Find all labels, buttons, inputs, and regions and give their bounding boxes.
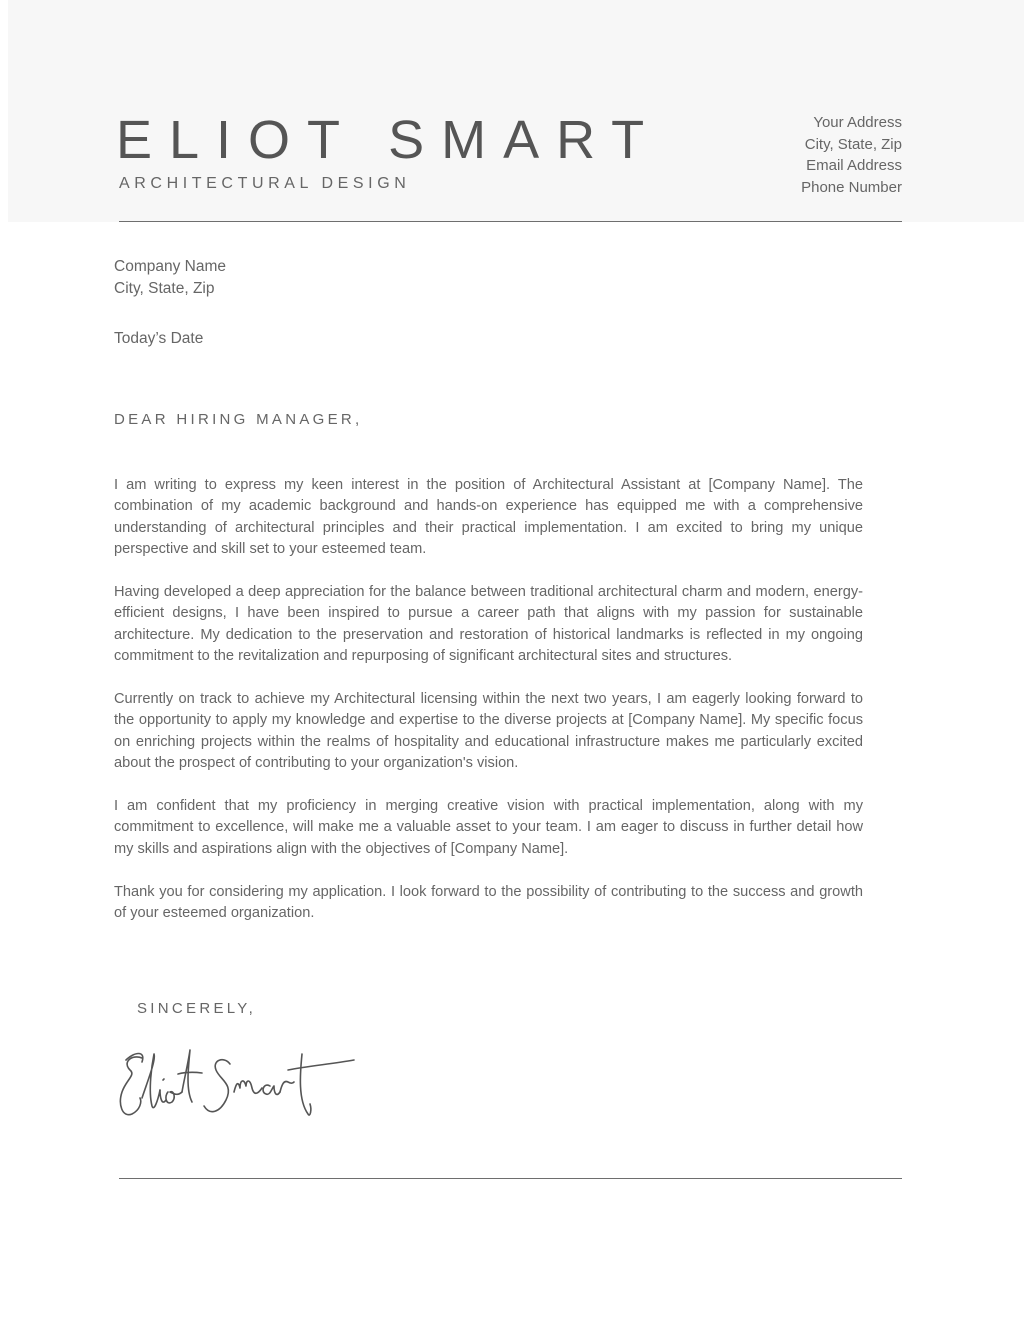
applicant-name: ELIOT SMART [116, 110, 662, 170]
closing: SINCERELY, [137, 1000, 257, 1017]
contact-address: Your Address [813, 114, 902, 131]
body-paragraph: Currently on track to achieve my Architectural licensing within the next two years, I am eagerly looking forward to the opportunity to apply my knowledge and expertise to the diverse projects at [Company Name]. My specific focus on enriching projects within the realms of hospitality and educational infrastructure makes me particularly excited about the prospect of contributing to your organization's vision. [114, 691, 863, 772]
salutation: DEAR HIRING MANAGER, [114, 411, 363, 428]
recipient-company: Company Name [114, 258, 226, 275]
contact-block [801, 112, 902, 198]
header-divider [119, 221, 902, 222]
recipient-city-state-zip: City, State, Zip [114, 280, 215, 297]
letter-body [114, 475, 863, 946]
recipient-block [114, 256, 226, 300]
footer-divider [119, 1178, 902, 1179]
contact-email: Email Address [806, 157, 902, 174]
applicant-title: ARCHITECTURAL DESIGN [119, 175, 411, 192]
letter-date: Today’s Date [114, 330, 204, 347]
contact-phone: Phone Number [801, 178, 902, 196]
body-paragraph: Having developed a deep appreciation for the balance between traditional architectural charm and modern, energy-efficient designs, I have been inspired to pursue a career path that aligns with my passion for sustainable architecture. My dedication to the preservation and restoration of historical landmarks is reflected in my ongoing commitment to the revitalization and repurposing of significant architectural sites and structures. [114, 584, 863, 665]
body-paragraph: Thank you for considering my application. I look forward to the possibility of contributing to the success and growth of your esteemed organization. [114, 883, 863, 922]
contact-city-state-zip: City, State, Zip [804, 135, 902, 153]
signature [112, 1040, 362, 1135]
body-paragraph: I am writing to express my keen interest in the position of Architectural Assistant at [Company Name]. The combination of my academic background and hands-on experience has equipped me with a comprehensive understanding of architectural principles and their practical implementation. I am excited to bring my unique perspective and skill set to your esteemed team. [114, 477, 863, 558]
body-paragraph: I am confident that my proficiency in merging creative vision with practical implementation, along with my commitment to excellence, will make me a valuable asset to your team. I am eager to discuss in further detail how my skills and aspirations align with the objectives of [Company Name]. [114, 798, 863, 857]
